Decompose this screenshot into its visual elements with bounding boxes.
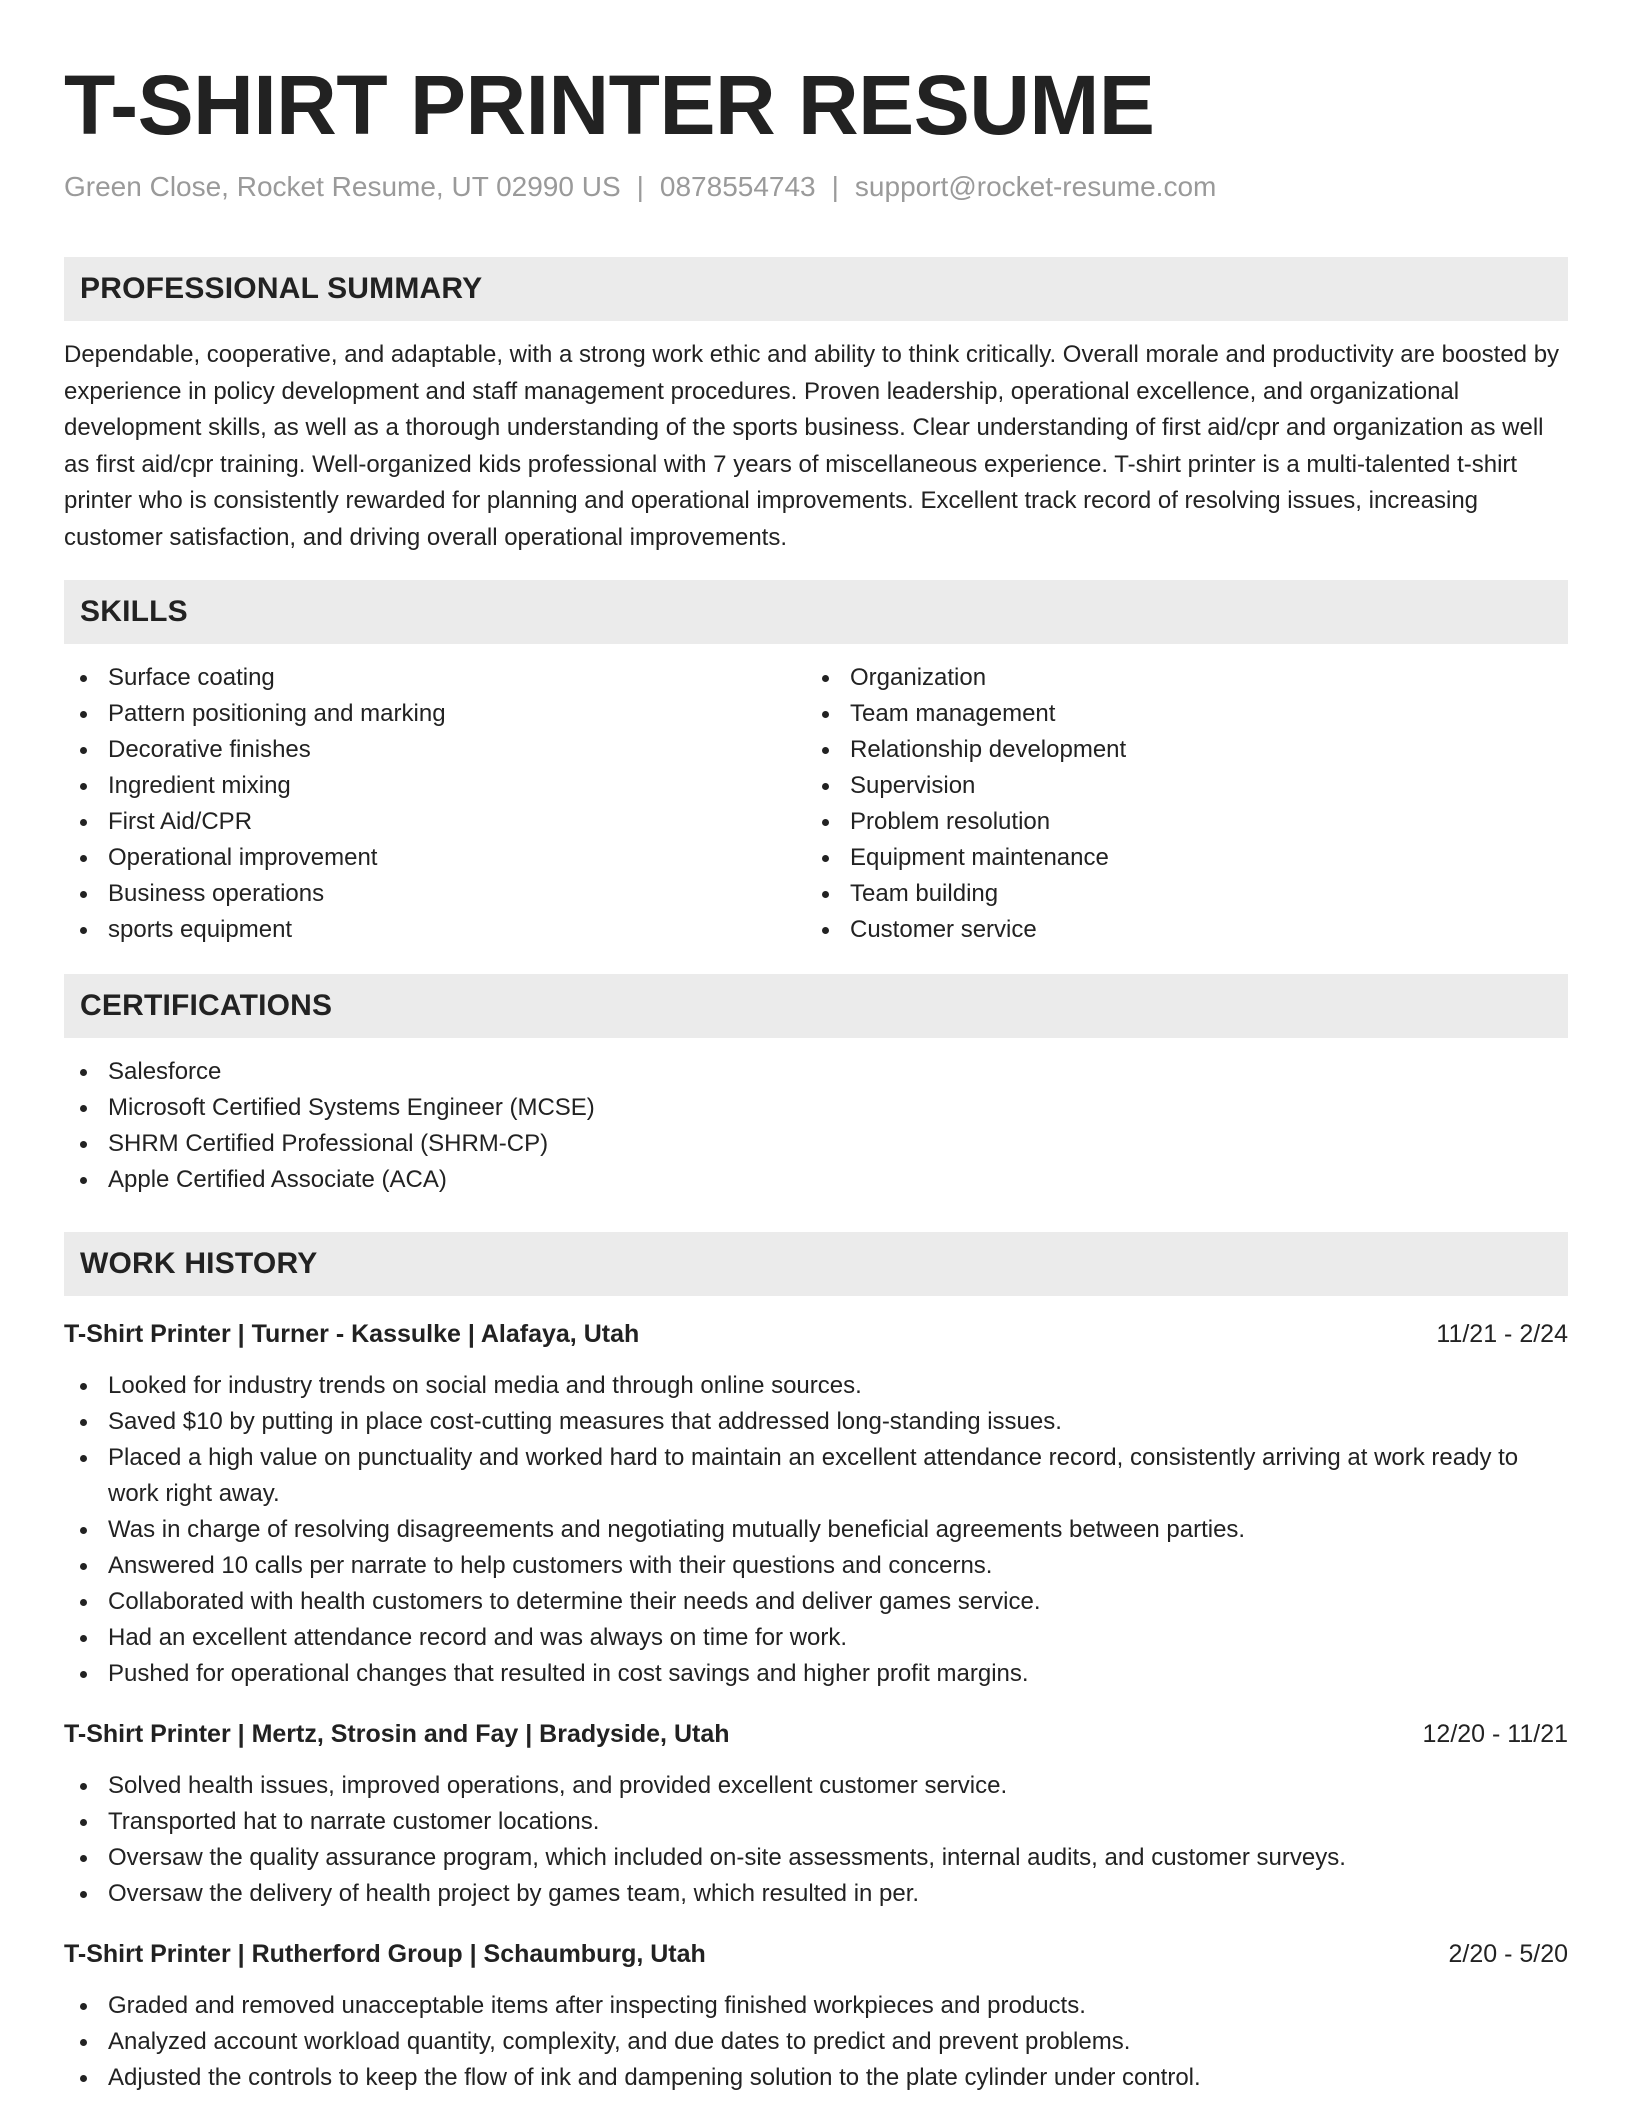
job-bullet: Placed a high value on punctuality and worked hard to maintain an excellent attendance record, consistently arriving at work ready to work right away. (64, 1440, 1568, 1512)
section-title: SKILLS (80, 595, 188, 628)
skill-item: First Aid/CPR (64, 804, 806, 840)
contact-phone: 0878554743 (659, 171, 816, 202)
job-header (64, 1716, 1568, 1752)
section-header-summary (64, 257, 1568, 321)
certifications-list (64, 1054, 1568, 1198)
skill-item: Relationship development (806, 732, 1548, 768)
job-bullet: Transported hat to narrate customer locations. (64, 1804, 1568, 1840)
certification-item: Salesforce (64, 1054, 1568, 1090)
section-header-work-history (64, 1232, 1568, 1296)
job-title: T-Shirt Printer | Turner - Kassulke | Alafaya, Utah (64, 1320, 640, 1348)
job-dates: 11/21 - 2/24 (1436, 1320, 1568, 1348)
job-bullet: Had an excellent attendance record and was always on time for work. (64, 1620, 1568, 1656)
job-bullet: Pushed for operational changes that resulted in cost savings and higher profit margins. (64, 1656, 1568, 1692)
job-bullets (64, 1368, 1568, 1692)
job-dates: 12/20 - 11/21 (1422, 1720, 1568, 1748)
skill-item: sports equipment (64, 912, 806, 948)
contact-separator: | (831, 171, 839, 202)
certification-item: Apple Certified Associate (ACA) (64, 1162, 1568, 1198)
contact-line (64, 167, 1568, 207)
skills-list-right (806, 660, 1548, 948)
skill-item: Organization (806, 660, 1548, 696)
skill-item: Surface coating (64, 660, 806, 696)
skill-item: Problem resolution (806, 804, 1548, 840)
section-header-certifications (64, 974, 1568, 1038)
skill-item: Ingredient mixing (64, 768, 806, 804)
page-title: T-SHIRT PRINTER RESUME (64, 58, 1155, 152)
job-bullet: Oversaw the quality assurance program, which included on-site assessments, internal audits, and customer surveys. (64, 1840, 1568, 1876)
certification-item: SHRM Certified Professional (SHRM-CP) (64, 1126, 1568, 1162)
skill-item: Customer service (806, 912, 1548, 948)
job-title: T-Shirt Printer | Mertz, Strosin and Fay | Bradyside, Utah (64, 1720, 730, 1748)
job-bullet: Collaborated with health customers to determine their needs and deliver games service. (64, 1584, 1568, 1620)
job-bullets (64, 1768, 1568, 1912)
job-bullet: Solved health issues, improved operations, and provided excellent customer service. (64, 1768, 1568, 1804)
job-bullet: Oversaw the delivery of health project by games team, which resulted in per. (64, 1876, 1568, 1912)
skills-list-left (64, 660, 806, 948)
contact-email[interactable]: support@rocket-resume.com (854, 171, 1217, 202)
section-title: WORK HISTORY (80, 1247, 318, 1280)
skill-item: Decorative finishes (64, 732, 806, 768)
job-bullet: Looked for industry trends on social media and through online sources. (64, 1368, 1568, 1404)
skill-item: Team management (806, 696, 1548, 732)
skill-item: Operational improvement (64, 840, 806, 876)
job-bullet: Saved $10 by putting in place cost-cutting measures that addressed long-standing issues. (64, 1404, 1568, 1440)
skill-item: Team building (806, 876, 1548, 912)
job-entry (64, 1316, 1568, 1692)
job-header (64, 1316, 1568, 1352)
section-title: CERTIFICATIONS (80, 989, 333, 1022)
job-header (64, 1936, 1568, 1972)
job-bullet: Adjusted the controls to keep the flow of ink and dampening solution to the plate cylinder under control. (64, 2060, 1568, 2096)
section-header-skills (64, 580, 1568, 644)
contact-address: Green Close, Rocket Resume, UT 02990 US (64, 171, 621, 202)
job-bullet: Was in charge of resolving disagreements and negotiating mutually beneficial agreements between parties. (64, 1512, 1568, 1548)
skills-grid (64, 644, 1568, 948)
contact-separator: | (636, 171, 644, 202)
job-bullet: Graded and removed unacceptable items after inspecting finished workpieces and products. (64, 1988, 1568, 2024)
job-dates: 2/20 - 5/20 (1448, 1940, 1568, 1968)
job-bullet: Analyzed account workload quantity, complexity, and due dates to predict and prevent problems. (64, 2024, 1568, 2060)
skill-item: Business operations (64, 876, 806, 912)
skill-item: Supervision (806, 768, 1548, 804)
job-entry (64, 1716, 1568, 1912)
job-bullet: Answered 10 calls per narrate to help customers with their questions and concerns. (64, 1548, 1568, 1584)
job-bullets (64, 1988, 1568, 2096)
job-title: T-Shirt Printer | Rutherford Group | Schaumburg, Utah (64, 1940, 706, 1968)
section-title: PROFESSIONAL SUMMARY (80, 272, 483, 305)
job-entry (64, 1936, 1568, 2096)
summary-text: Dependable, cooperative, and adaptable, with a strong work ethic and ability to think critically. Overall morale and productivity are boosted by experience in policy development and staff management procedures. Proven leadership, operational excellence, and organizational development skills, as well as a thorough understanding of the sports business. Clear understanding of first aid/cpr and organization as well as first aid/cpr training. Well-organized kids professional with 7 years of miscellaneous experience. T-shirt printer is a multi-talented t-shirt printer who is consistently rewarded for planning and operational improvements. Excellent track record of resolving issues, increasing customer satisfaction, and driving overall operational improvements. (64, 341, 1560, 551)
skill-item: Pattern positioning and marking (64, 696, 806, 732)
certification-item: Microsoft Certified Systems Engineer (MCSE) (64, 1090, 1568, 1126)
skill-item: Equipment maintenance (806, 840, 1548, 876)
